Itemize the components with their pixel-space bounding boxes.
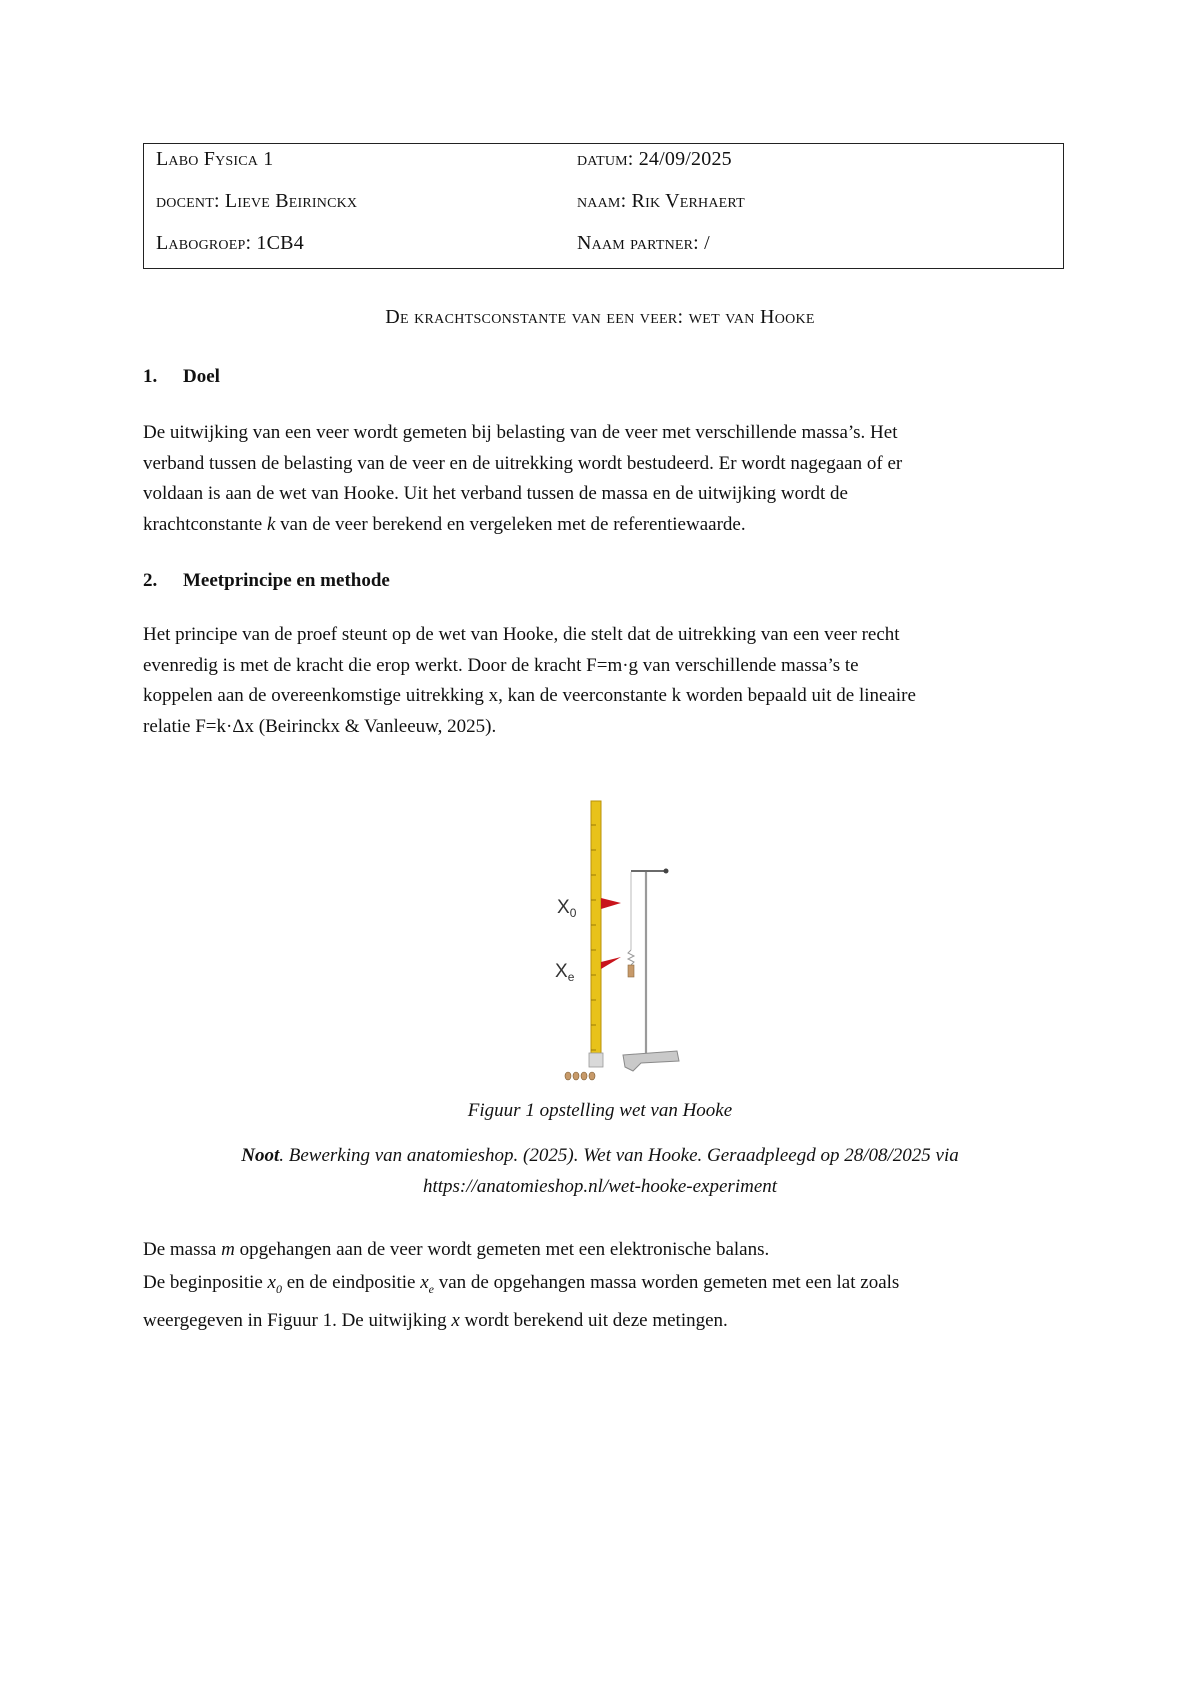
note-line: Noot. Bewerking van anatomieshop. (2025). Wet van Hooke. Geraadpleegd op 28/08/2025 via: [241, 1145, 959, 1166]
section-heading-meetprincipe: [143, 570, 390, 592]
section-title: Meetprincipe en methode: [183, 570, 390, 591]
header-table: [143, 143, 1064, 269]
section-title: Doel: [183, 366, 220, 387]
symbol-x0: $x_0$: [267, 1271, 282, 1296]
text-line: relatie F=k·Δx (Beirinckx & Vanleeuw, 2025).: [143, 715, 497, 737]
symbol-x: x: [451, 1309, 460, 1331]
text-line: voldaan is aan de wet van Hooke. Uit het verband tussen de massa en de uitwijking wordt de: [143, 483, 848, 504]
hooke-setup-figure: [545, 795, 695, 1085]
spring: [628, 950, 634, 965]
ruler: [591, 801, 601, 1063]
text-line: Het principe van de proef steunt op de wet van Hooke, die stelt dat de uitrekking van een veer recht: [143, 624, 900, 645]
date-label: datum: 24/09/2025: [577, 148, 732, 170]
text-line: evenredig is met de kracht die erop werkt. Door de kracht F=m·g van verschillende massa’s te: [143, 654, 859, 676]
setup-illustration: [545, 795, 695, 1085]
symbol-k: k: [266, 513, 276, 535]
loose-masses: [565, 1072, 595, 1080]
figure-note: [0, 1140, 1200, 1202]
stand-base: [623, 1051, 679, 1071]
label-x0: $X_0$: [557, 897, 577, 920]
marker-xe: [601, 957, 621, 969]
text-line: De massa m opgehangen aan de veer wordt gemeten met een elektronische balans.: [143, 1239, 770, 1260]
symbol-m: m: [221, 1239, 235, 1260]
paragraph-meetprincipe: [143, 620, 1068, 742]
marker-x0: [601, 898, 621, 909]
section-heading-doel: [143, 366, 220, 388]
label-xe: $X_e$: [555, 961, 575, 984]
text-line: verband tussen de belasting van de veer en de uitrekking wordt bestudeerd. Er wordt nagegaan of er: [143, 452, 903, 474]
student-name-label: naam: Rik Verhaert: [577, 190, 745, 212]
text-line: De beginpositie $x_0$ en de eindpositie $x_e$ van de opgehangen massa worden gemeten met een lat zoals: [143, 1271, 900, 1296]
section-number: 1.: [143, 366, 158, 387]
course-label: Labo Fysica 1: [156, 148, 274, 170]
section-number: 2.: [143, 570, 158, 591]
text-line: weergegeven in Figuur 1. De uitwijking x wordt berekend uit deze metingen.: [143, 1309, 728, 1331]
teacher-label: docent: Lieve Beirinckx: [156, 190, 358, 212]
text-line: krachtconstante k van de veer berekend en vergeleken met de referentiewaarde.: [143, 513, 746, 535]
symbol-xe: $x_e$: [420, 1271, 434, 1296]
paragraph-doel: [143, 418, 1068, 540]
figure-caption: Figuur 1 opstelling wet van Hooke: [467, 1100, 733, 1121]
note-source-link[interactable]: https://anatomieshop.nl/wet-hooke-experiment: [422, 1176, 778, 1197]
text-line: De uitwijking van een veer wordt gemeten bij belasting van de veer met verschillende massa’s. Het: [143, 422, 898, 443]
document-title: De krachtsconstante van een veer: wet van Hooke: [385, 306, 815, 328]
partner-label: Naam partner: /: [577, 232, 710, 254]
paragraph-method: [143, 1235, 1068, 1336]
lab-group-label: Labogroep: 1CB4: [156, 232, 304, 254]
hanging-mass: [628, 965, 634, 977]
text-line: koppelen aan de overeenkomstige uitrekking x, kan de veerconstante k worden bepaald uit de lineaire: [143, 685, 916, 706]
note-bold-label: Noot: [241, 1145, 280, 1166]
